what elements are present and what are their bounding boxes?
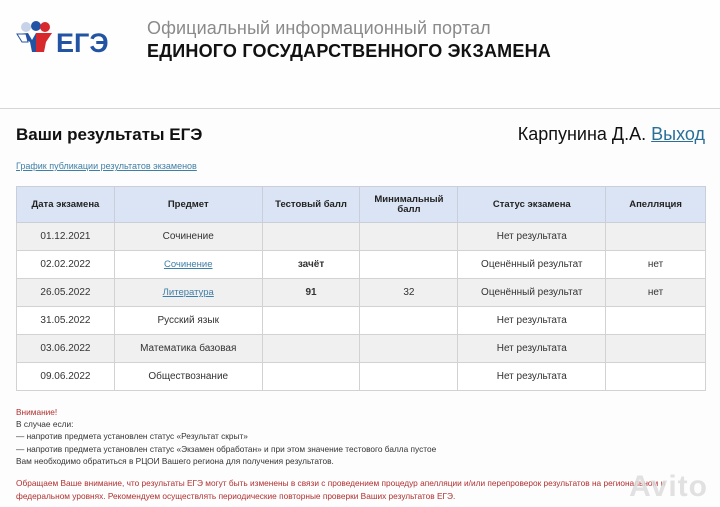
cell-appeal [606,307,706,335]
portal-subtitle: Официальный информационный портал [147,18,491,38]
page-title: Ваши результаты ЕГЭ [16,125,203,144]
cell-status: Оценённый результат [458,279,606,307]
cell-date: 09.06.2022 [17,363,115,391]
avito-watermark: Avito [629,470,708,503]
cell-score [262,363,360,391]
cell-subject: Математика базовая [114,335,262,363]
table-row [17,279,706,307]
cell-score: зачёт [262,251,360,279]
cell-score [262,307,360,335]
cell-date: 31.05.2022 [17,307,115,335]
cell-appeal [606,223,706,251]
portal-title: ЕДИНОГО ГОСУДАРСТВЕННОГО ЭКЗАМЕНА [147,41,551,61]
col-header-date: Дата экзамена [17,187,115,223]
cell-date: 01.12.2021 [17,223,115,251]
subject-link[interactable]: Сочинение [163,259,213,270]
cell-appeal: нет [606,279,706,307]
table-row [17,335,706,363]
cell-date: 02.02.2022 [17,251,115,279]
table-row [17,363,706,391]
notice-warning: Внимание! [16,407,58,417]
notice-line: В случае если: [16,419,74,430]
cell-score: 91 [262,279,360,307]
results-table [16,186,706,391]
cell-appeal [606,335,706,363]
notice-line: Вам необходимо обратиться в РЦОИ Вашего региона для получения результатов. [16,455,334,466]
cell-min-score: 32 [360,279,458,307]
footer-note: Обращаем Ваше внимание, что результаты ЕГЭ могут быть изменены в связи с проведением процедур апелляции и/или перепроверок результатов на региональном и федеральном уровнях. Рекомендуем осуществлять периодические повторные проверки Ваших результатов ЕГЭ. [16,478,666,501]
cell-min-score [360,307,458,335]
cell-min-score [360,363,458,391]
col-header-min-score: Минимальный балл [360,187,458,223]
col-header-appeal: Апелляция [606,187,706,223]
table-row [17,307,706,335]
logout-link[interactable]: Выход [651,124,705,144]
cell-status: Нет результата [458,223,606,251]
cell-min-score [360,223,458,251]
table-row [17,251,706,279]
subject-link[interactable]: Литература [162,287,214,298]
svg-text:ЕГЭ: ЕГЭ [56,28,109,58]
cell-score [262,335,360,363]
cell-min-score [360,335,458,363]
col-header-subject: Предмет [114,187,262,223]
cell-subject [114,251,262,279]
cell-status: Нет результата [458,363,606,391]
col-header-score: Тестовый балл [262,187,360,223]
cell-subject: Обществознание [114,363,262,391]
cell-appeal: нет [606,251,706,279]
cell-date: 26.05.2022 [17,279,115,307]
schedule-link[interactable]: График публикации результатов экзаменов [16,161,197,171]
cell-status: Нет результата [458,335,606,363]
notice-line: — напротив предмета установлен статус «Экзамен обработан» и при этом значение тестового балла пустое [16,443,437,454]
site-header [0,0,720,109]
cell-min-score [360,251,458,279]
cell-appeal [606,363,706,391]
user-name: Карпунина Д.А. [517,124,647,144]
notice-line: — напротив предмета установлен статус «Результат скрыт» [16,431,248,442]
table-row [17,223,706,251]
ege-logo-icon[interactable] [14,18,118,58]
cell-subject: Сочинение [114,223,262,251]
cell-score [262,223,360,251]
cell-status: Нет результата [458,307,606,335]
notice-block [16,406,436,467]
user-block [518,124,705,145]
col-header-status: Статус экзамена [458,187,606,223]
cell-status: Оценённый результат [458,251,606,279]
cell-date: 03.06.2022 [17,335,115,363]
table-header-row [17,187,706,223]
cell-subject: Русский язык [114,307,262,335]
cell-subject [114,279,262,307]
